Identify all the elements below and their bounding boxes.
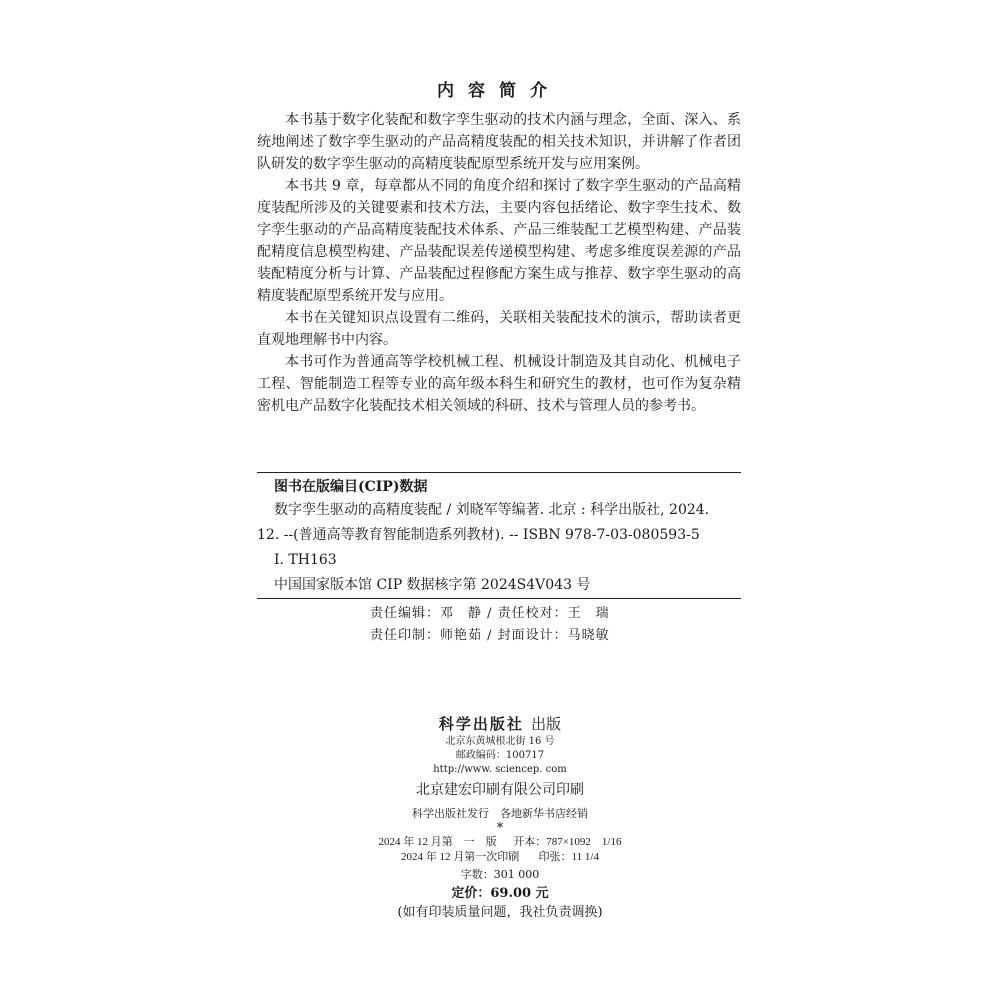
intro-paragraph: 本书基于数字化装配和数字孪生驱动的技术内涵与理念，全面、深入、系统地阐述了数字孪生驱动的产品高精度装配的相关技术知识，并讲解了作者团队研发的数字孪生驱动的高精度装配原型系统开发与应用案例。 xyxy=(257,112,741,172)
publisher-line xyxy=(300,713,700,735)
publisher-address: 北京东黄城根北街 16 号 xyxy=(445,736,555,747)
postcode: 邮政编码：100717 xyxy=(455,750,545,761)
intro-paragraph: 本书共 9 章，每章都从不同的角度介绍和探讨了数字孪生驱动的产品高精度装配所涉及的关键要素和技术方法，主要内容包括绪论、数字孪生技术、数字孪生驱动的产品高精度装配技术体系、产品三维装配工艺模型构建、产品装配精度信息模型构建、产品装配误差传递模型构建、考虑多维度误差源的产品装配精度分析与计算、产品装配过程修配方案生成与推荐、数字孪生驱动的高精度装配原型系统开发与应用。 xyxy=(257,178,741,304)
editors-line: 责任编辑：邓 静 / 责任校对：王 瑞 xyxy=(370,606,610,621)
cip-top-rule xyxy=(257,472,741,473)
cip-bottom-rule xyxy=(257,598,741,599)
publisher-logotype: 科学出版社 xyxy=(438,715,524,733)
publisher-url: http://www. sciencep. com xyxy=(433,764,567,775)
intro-paragraph: 本书在关键知识点设置有二维码，关联相关装配技术的演示，帮助读者更直观地理解书中内容。 xyxy=(257,310,741,348)
colophon xyxy=(300,713,700,923)
cip-record-number: 中国国家版本馆 CIP 数据核字第 2024S4V043 号 xyxy=(274,577,591,593)
cip-block xyxy=(257,476,741,598)
cip-title: 图书在版编目(CIP)数据 xyxy=(274,479,428,495)
intro-paragraph: 本书可作为普通高等学校机械工程、机械设计制造及其自动化、机械电子工程、智能制造工程等专业的高年级本科生和研究生的教材，也可作为复杂精密机电产品数字化装配技术相关领域的科研、技术与管理人员的参考书。 xyxy=(257,354,741,414)
publisher-suffix: 出版 xyxy=(531,715,562,733)
word-count: 字数：301 000 xyxy=(460,868,540,881)
page-title: 内容简介 xyxy=(437,81,561,101)
cip-line: 数字孪生驱动的高精度装配 / 刘晓军等编著. 北京 : 科学出版社, 2024. xyxy=(274,502,710,518)
editors-line: 责任印制：师艳茹 / 封面设计：马晓敏 xyxy=(370,628,610,643)
cip-line: 12. --(普通高等教育智能制造系列教材). -- ISBN 978-7-03-080593-5 xyxy=(257,527,700,543)
edition-line: 2024 年 12 月第 一 版 开本：787×1092 1/16 xyxy=(378,836,622,848)
price: 定价：69.00 元 xyxy=(451,886,549,901)
quality-notice: (如有印装质量问题，我社负责调换) xyxy=(397,905,603,920)
distribution: 科学出版社发行 各地新华书店经销 xyxy=(412,807,588,820)
separator-asterisk: * xyxy=(496,821,504,836)
editors-block xyxy=(370,603,610,647)
cip-classification: Ⅰ. TH163 xyxy=(274,552,337,568)
intro-section xyxy=(257,109,741,417)
print-line: 2024 年 12 月第一次印刷 印张：11 1/4 xyxy=(401,851,599,863)
printer: 北京建宏印刷有限公司印刷 xyxy=(416,782,584,798)
